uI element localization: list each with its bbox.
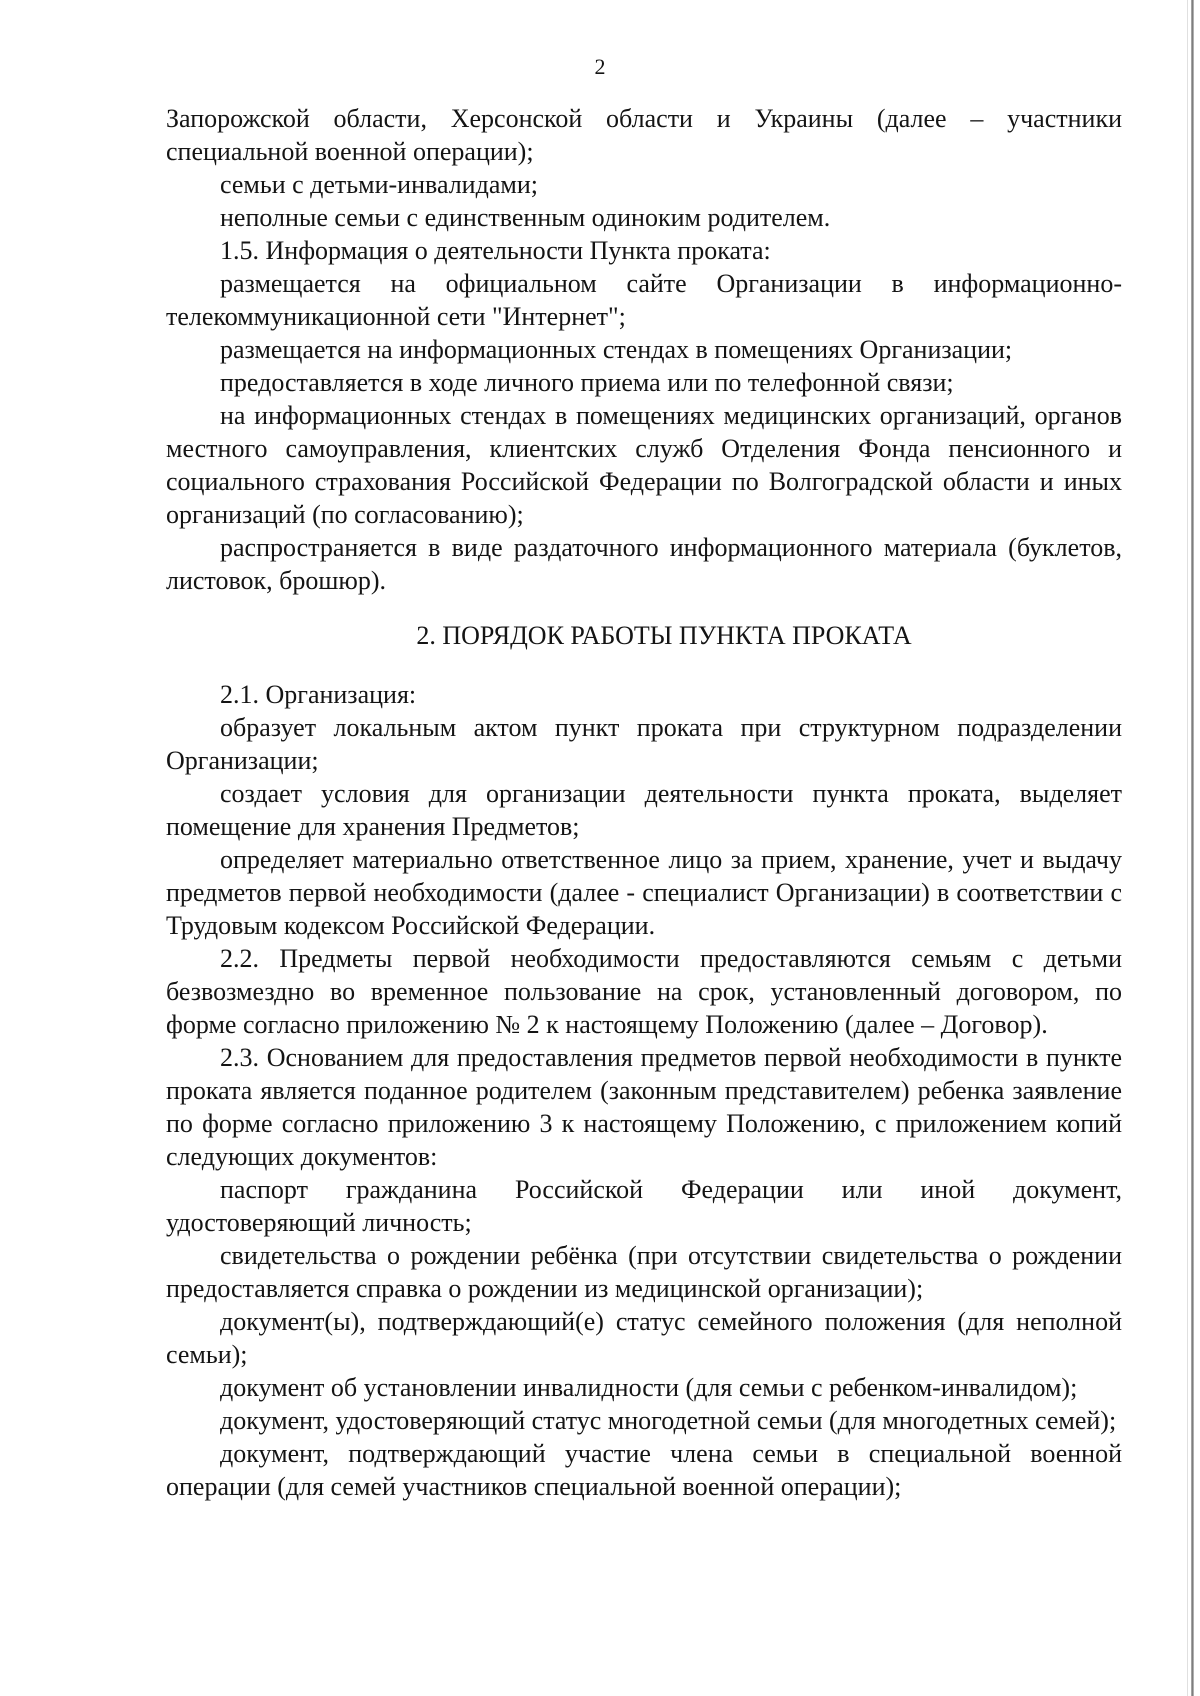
paragraph: распространяется в виде раздаточного информационного материала (буклетов, листовок, брошюр). [166,533,1122,595]
paragraph: 2.2. Предметы первой необходимости предоставляются семьям с детьми безвозмездно во временное пользование на срок, установленный договором, по форме согласно приложению № 2 к настоящему Положению (далее – Договор). [166,944,1122,1039]
paragraph: документ(ы), подтверждающий(е) статус семейного положения (для неполной семьи); [166,1307,1122,1369]
paragraph: определяет материально ответственное лицо за прием, хранение, учет и выдачу предметов первой необходимости (далее - специалист Организации) в соответствии с Трудовым кодексом Российской Федерации. [166,845,1122,940]
page-number: 2 [594,54,606,79]
paragraph: 2.3. Основанием для предоставления предметов первой необходимости в пункте проката является поданное родителем (законным представителем) ребенка заявление по форме согласно приложению 3 к настоящему Положению, с приложением копий следующих документов: [166,1043,1122,1171]
paragraph: размещается на официальном сайте Организации в информационно-телекоммуникационной сети "Интернет"; [166,269,1122,331]
paragraph: паспорт гражданина Российской Федерации или иной документ, удостоверяющий личность; [166,1175,1122,1237]
scan-edge-shadow [1191,0,1194,1696]
paragraph: размещается на информационных стендах в помещениях Организации; [220,335,1013,364]
paragraph: документ, подтверждающий участие члена семьи в специальной военной операции (для семей участников специальной военной операции); [166,1439,1122,1501]
paragraph: Запорожской области, Херсонской области и Украины (далее – участники специальной военной операции); [166,104,1122,166]
document-body [166,102,1122,1503]
paragraph: документ об установлении инвалидности (для семьи с ребенком-инвалидом); [220,1373,1078,1402]
scan-edge-line [1187,0,1188,1696]
paragraph: предоставляется в ходе личного приема или по телефонной связи; [220,368,954,397]
paragraph: свидетельства о рождении ребёнка (при отсутствии свидетельства о рождении предоставляется справка о рождении из медицинской организации); [166,1241,1122,1303]
paragraph: документ, удостоверяющий статус многодетной семьи (для многодетных семей); [220,1406,1117,1435]
paragraph: семьи с детьми-инвалидами; [220,170,538,199]
paragraph: неполные семьи с единственным одиноким родителем. [220,203,831,232]
paragraph: 2.1. Организация: [220,680,417,709]
paragraph: 1.5. Информация о деятельности Пункта проката: [220,236,771,265]
paragraph: на информационных стендах в помещениях медицинских организаций, органов местного самоуправления, клиентских служб Отделения Фонда пенсионного и социального страхования Российской Федерации по Волгоградской области и иных организаций (по согласованию); [166,401,1122,529]
paragraph: образует локальным актом пункт проката при структурном подразделении Организации; [166,713,1122,775]
section-heading: 2. ПОРЯДОК РАБОТЫ ПУНКТА ПРОКАТА [416,621,912,650]
paragraph: создает условия для организации деятельности пункта проката, выделяет помещение для хранения Предметов; [166,779,1122,841]
